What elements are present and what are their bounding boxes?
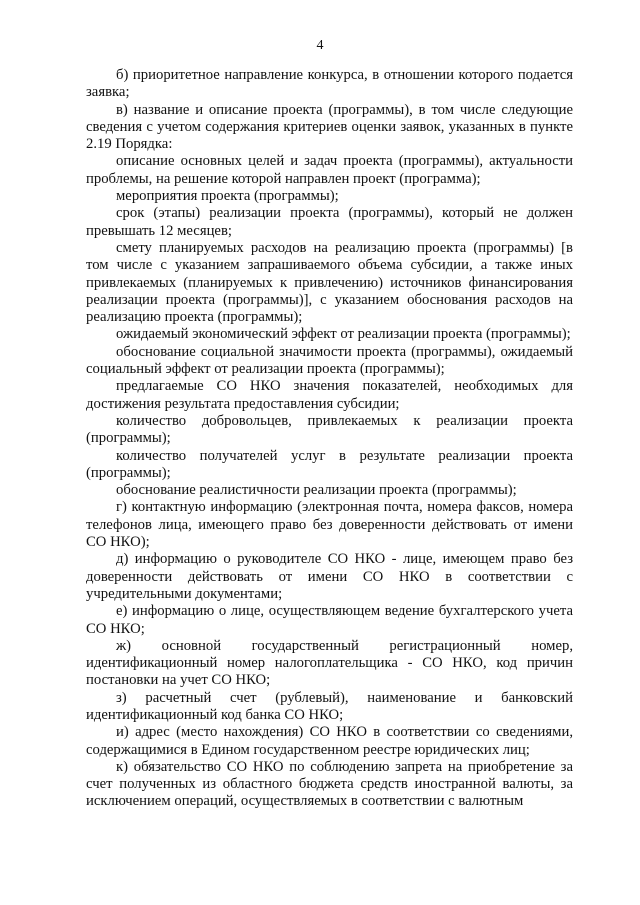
document-body [86,67,573,811]
paragraph: к) обязательство СО НКО по соблюдению запрета на приобретение за счет полученных из областного бюджета средств иностранной валюты, за исключением операций, осуществляемых в соответствии с валютным [86,758,573,810]
paragraph: количество добровольцев, привлекаемых к реализации проекта (программы); [86,412,573,447]
paragraph: предлагаемые СО НКО значения показателей, необходимых для достижения результата предоставления субсидии; [86,378,573,412]
paragraph: е) информацию о лице, осуществляющем ведение бухгалтерского учета СО НКО; [86,603,573,637]
paragraph: смету планируемых расходов на реализацию проекта (программы) [в том числе с указанием запрашиваемого объема субсидии, а также иных привлекаемых (планируемых к привлечению) источников финансирования реализации проекта (программы)], с указанием обоснования расходов на реализацию проекта (программы); [86,239,573,326]
paragraph: срок (этапы) реализации проекта (программы), который не должен превышать 12 месяцев; [86,205,573,239]
paragraph: мероприятия проекта (программы); [116,188,339,205]
paragraph: обоснование социальной значимости проекта (программы), ожидаемый социальный эффект от реализации проекта (программы); [86,343,573,378]
paragraph: г) контактную информацию (электронная почта, номера факсов, номера телефонов лица, имеющего право без доверенности действовать от имени СО НКО); [86,499,573,551]
paragraph: описание основных целей и задач проекта (программы), актуальности проблемы, на решение которой направлен проект (программа); [86,153,573,187]
paragraph: количество получателей услуг в результате реализации проекта (программы); [86,447,573,481]
paragraph: ожидаемый экономический эффект от реализации проекта (программы); [116,326,571,343]
paragraph: б) приоритетное направление конкурса, в отношении которого подается заявка; [86,67,573,101]
paragraph: в) название и описание проекта (программы), в том числе следующие сведения с учетом содержания критериев оценки заявок, указанных в пункте 2.19 Порядка: [86,101,573,153]
paragraph: з) расчетный счет (рублевый), наименование и банковский идентификационный код банка СО НКО; [86,689,573,723]
page-number: 4 [316,38,324,53]
paragraph: обоснование реалистичности реализации проекта (программы); [116,482,517,499]
paragraph: и) адрес (место нахождения) СО НКО в соответствии со сведениями, содержащимися в Едином государственном реестре юридических лиц; [86,724,573,758]
paragraph: д) информацию о руководителе СО НКО - лице, имеющем право без доверенности действовать от имени СО НКО в соответствии с учредительными документами; [86,551,573,602]
paragraph: ж) основной государственный регистрационный номер, идентификационный номер налогоплательщика - СО НКО, код причин постановки на учет СО НКО; [86,637,573,689]
